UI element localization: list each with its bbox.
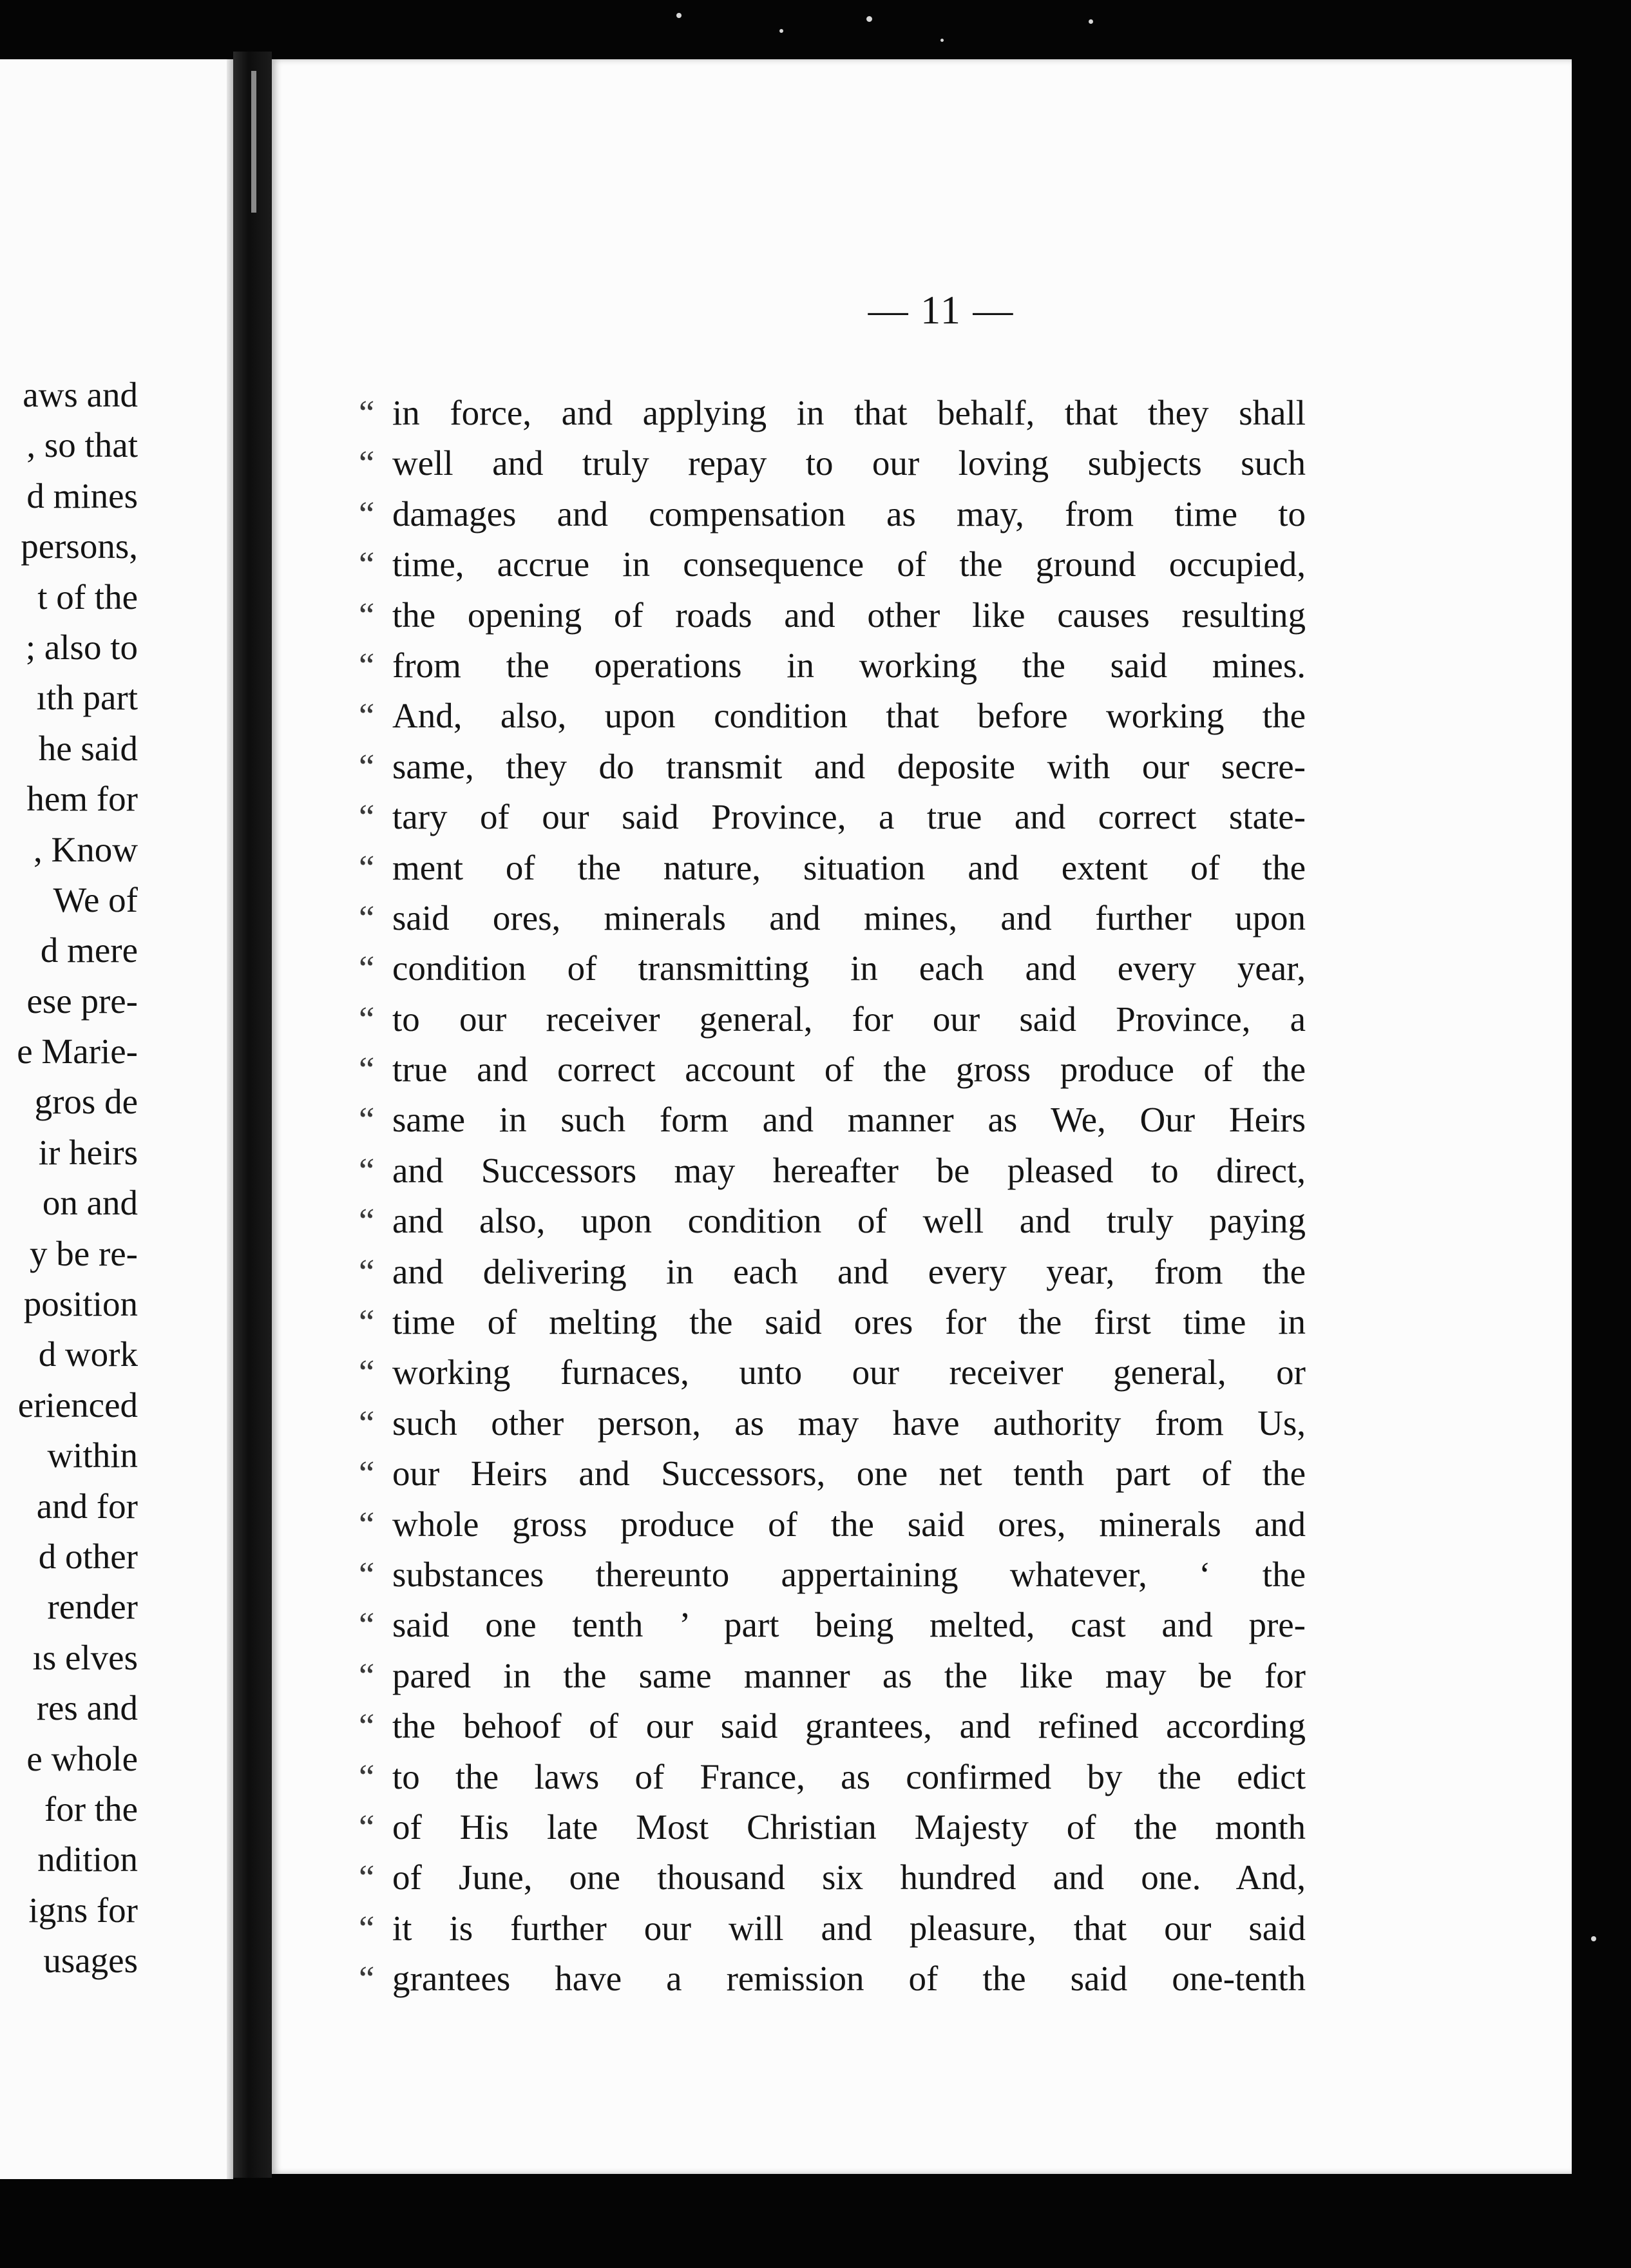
text-line (359, 438, 1306, 488)
facing-text-line: ıth part (36, 678, 138, 718)
text-line (359, 1146, 1306, 1196)
quote-mark: “ (359, 544, 375, 584)
quote-mark: “ (359, 393, 375, 432)
quote-mark: “ (359, 797, 375, 837)
text-line (359, 1954, 1306, 2004)
text-line (359, 1398, 1306, 1448)
quote-mark: “ (359, 898, 375, 937)
line-text: the opening of roads and other like causes resulting (392, 595, 1306, 635)
facing-text-line: he said (38, 728, 138, 768)
quote-mark: “ (359, 1050, 375, 1090)
facing-text-line: ndition (37, 1840, 138, 1879)
facing-text-line: , Know (33, 829, 138, 869)
quote-mark: “ (359, 1756, 375, 1796)
line-text: time of melting the said ores for the first time in (392, 1302, 1306, 1342)
text-line (359, 489, 1306, 539)
facing-text-line: hem for (26, 779, 138, 819)
quote-mark: “ (359, 1302, 375, 1342)
facing-text-line: position (23, 1284, 138, 1324)
text-line (359, 843, 1306, 893)
facing-page-text (17, 370, 138, 1986)
line-text: it is further our will and pleasure, that our said (392, 1908, 1306, 1948)
text-line (359, 1852, 1306, 1903)
text-line (359, 994, 1306, 1044)
facing-text-line: persons, (21, 526, 138, 566)
quote-mark: “ (359, 1706, 375, 1746)
line-text: true and correct account of the gross produce of the (392, 1050, 1306, 1090)
facing-text-line: d mines (26, 476, 138, 515)
line-text: of June, one thousand six hundred and one. And, (392, 1858, 1306, 1898)
line-text: said one tenth ’ part being melted, cast and pre- (392, 1605, 1306, 1645)
facing-text-line: aws and (23, 375, 138, 414)
line-text: And, also, upon condition that before working the (392, 696, 1306, 736)
line-text: time, accrue in consequence of the ground occupied, (392, 544, 1306, 584)
text-line (359, 590, 1306, 640)
text-line (359, 1044, 1306, 1095)
quote-mark: “ (359, 1908, 375, 1948)
dust-speck (940, 39, 944, 42)
text-line (359, 1247, 1306, 1297)
dust-speck (676, 13, 682, 18)
quote-mark: “ (359, 595, 375, 635)
book-spine (233, 52, 272, 2178)
text-line (359, 742, 1306, 792)
text-line (359, 1802, 1306, 1852)
line-text: the behoof of our said grantees, and refined according (392, 1706, 1306, 1746)
text-line (359, 1903, 1306, 1954)
quote-mark: “ (359, 696, 375, 736)
dust-speck (779, 29, 783, 33)
line-text: damages and compensation as may, from time to (392, 494, 1306, 533)
line-text: from the operations in working the said mines. (392, 645, 1306, 685)
text-line (359, 792, 1306, 842)
line-text: said ores, minerals and mines, and further upon (392, 898, 1306, 937)
facing-page-left (0, 59, 233, 2179)
line-text: in force, and applying in that behalf, that they shall (392, 393, 1306, 432)
quote-mark: “ (359, 746, 375, 786)
text-line (359, 943, 1306, 994)
quote-mark: “ (359, 1959, 375, 1999)
facing-text-line: d mere (40, 930, 138, 970)
dust-speck (1591, 1936, 1596, 1941)
text-line (359, 1701, 1306, 1751)
facing-text-line: y be re- (30, 1233, 138, 1273)
quote-mark: “ (359, 494, 375, 533)
quote-mark: “ (359, 999, 375, 1039)
text-line (359, 691, 1306, 741)
quote-mark: “ (359, 645, 375, 685)
facing-text-line: gros de (34, 1082, 138, 1122)
text-line (359, 1095, 1306, 1145)
facing-text-line: d work (38, 1334, 138, 1374)
facing-text-line: and for (36, 1486, 138, 1526)
quote-mark: “ (359, 1403, 375, 1443)
facing-text-line: ir heirs (38, 1132, 138, 1172)
line-text: same, they do transmit and deposite with our secre- (392, 746, 1306, 786)
quote-mark: “ (359, 1150, 375, 1190)
quote-mark: “ (359, 1605, 375, 1645)
spine-edge (251, 71, 256, 213)
line-text: whole gross produce of the said ores, minerals and (392, 1504, 1306, 1544)
line-text: and Successors may hereafter be pleased to direct, (392, 1150, 1306, 1190)
dust-speck (866, 16, 872, 22)
quote-mark: “ (359, 847, 375, 887)
text-line (359, 1499, 1306, 1550)
facing-text-line: usages (43, 1941, 138, 1981)
facing-text-line: erienced (17, 1385, 138, 1425)
quote-mark: “ (359, 948, 375, 988)
page-number: — 11 — (868, 289, 1015, 332)
text-line (359, 1600, 1306, 1650)
facing-text-line: , so that (26, 425, 138, 465)
quote-mark: “ (359, 1454, 375, 1494)
quote-mark: “ (359, 1201, 375, 1241)
facing-text-line: igns for (28, 1890, 138, 1930)
text-line (359, 1752, 1306, 1802)
facing-text-line: We of (53, 879, 138, 919)
facing-text-line: res and (36, 1688, 138, 1728)
body-text (359, 388, 1306, 2004)
facing-text-line: for the (44, 1789, 138, 1829)
page-gutter (227, 59, 233, 2179)
text-line (359, 388, 1306, 438)
text-line (359, 640, 1306, 691)
quote-mark: “ (359, 1504, 375, 1544)
text-line (359, 1297, 1306, 1347)
line-text: and delivering in each and every year, from the (392, 1251, 1306, 1291)
text-line (359, 539, 1306, 590)
facing-text-line: on and (42, 1183, 138, 1223)
quote-mark: “ (359, 1251, 375, 1291)
text-line (359, 1196, 1306, 1246)
facing-text-line: ese pre- (26, 981, 138, 1021)
quote-mark: “ (359, 443, 375, 483)
text-line (359, 1550, 1306, 1600)
text-line (359, 893, 1306, 943)
facing-text-line: t of the (37, 577, 138, 617)
line-text: and also, upon condition of well and truly paying (392, 1201, 1306, 1241)
facing-text-line: within (47, 1436, 138, 1475)
facing-text-line: render (47, 1587, 138, 1627)
line-text: substances thereunto appertaining whatever, ‘ the (392, 1554, 1306, 1594)
facing-text-line: e Marie- (17, 1032, 138, 1072)
quote-mark: “ (359, 1655, 375, 1695)
line-text: well and truly repay to our loving subjects such (392, 443, 1306, 483)
text-line (359, 1448, 1306, 1499)
facing-text-line: ; also to (25, 627, 138, 667)
quote-mark: “ (359, 1807, 375, 1847)
line-text: tary of our said Province, a true and correct state- (392, 797, 1306, 837)
line-text: grantees have a remission of the said one-tenth (392, 1959, 1306, 1999)
quote-mark: “ (359, 1858, 375, 1898)
page-right (272, 59, 1572, 2174)
facing-text-line: e whole (26, 1738, 138, 1778)
quote-mark: “ (359, 1352, 375, 1392)
text-line (359, 1651, 1306, 1701)
line-text: of His late Most Christian Majesty of the month (392, 1807, 1306, 1847)
line-text: to our receiver general, for our said Province, a (392, 999, 1306, 1039)
quote-mark: “ (359, 1554, 375, 1594)
line-text: such other person, as may have authority from Us, (392, 1403, 1306, 1443)
dust-speck (1089, 19, 1093, 24)
line-text: to the laws of France, as confirmed by the edict (392, 1756, 1306, 1796)
facing-text-line: ıs elves (32, 1637, 138, 1677)
line-text: same in such form and manner as We, Our Heirs (392, 1100, 1306, 1140)
line-text: ment of the nature, situation and extent of the (392, 847, 1306, 887)
facing-text-line: d other (38, 1536, 138, 1576)
line-text: working furnaces, unto our receiver general, or (392, 1352, 1306, 1392)
quote-mark: “ (359, 1100, 375, 1140)
text-line (359, 1347, 1306, 1398)
line-text: pared in the same manner as the like may be for (392, 1655, 1306, 1695)
line-text: our Heirs and Successors, one net tenth part of the (392, 1454, 1306, 1494)
line-text: condition of transmitting in each and every year, (392, 948, 1306, 988)
